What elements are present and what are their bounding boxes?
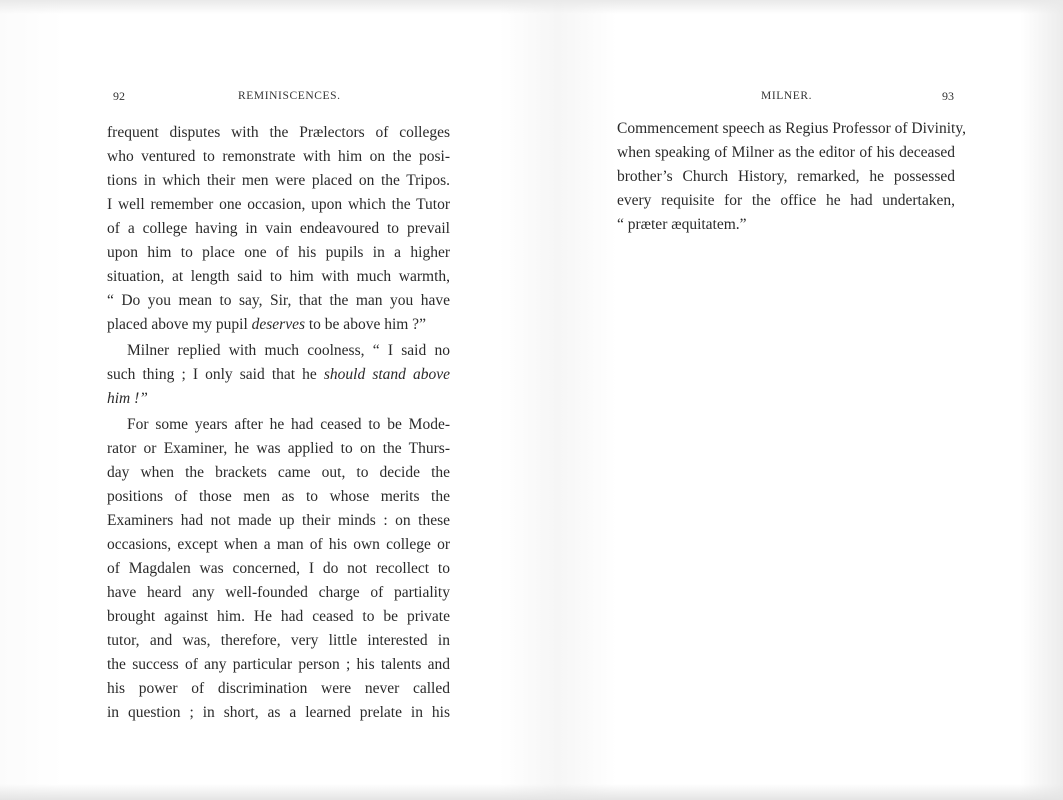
text-line: I well remember one occasion, upon which the Tutor [107,196,450,213]
text-line: upon him to place one of his pupils in a higher [107,244,450,261]
text-line: of Magdalen was concerned, I do not recollect to [107,560,450,577]
text-line: brother’s Church History, remarked, he possessed [617,168,955,185]
text-line: rator or Examiner, he was applied to on the Thurs- [107,440,450,457]
text-line: have heard any well-founded charge of partiality [107,584,450,601]
text-line: who ventured to remonstrate with him on the posi- [107,148,450,165]
italic-run: deserves [251,316,305,333]
text-line: Commencement speech as Regius Professor of Divinity, [617,120,966,137]
text-line: tions in which their men were placed on the Tripos. [107,172,450,189]
text-line: frequent disputes with the Prælectors of colleges [107,124,450,141]
right-page [532,0,1063,800]
text-line: day when the brackets came out, to decide the [107,464,450,481]
text-line: For some years after he had ceased to be Mode- [127,416,450,433]
text-line: “ præter æquitatem.” [617,216,747,233]
text-line: brought against him. He had ceased to be private [107,608,450,625]
text-line: the success of any particular person ; his talents and [107,656,450,673]
text-run: placed above my pupil [107,316,248,333]
scan-edge-bottom [0,784,1063,800]
page-number: 92 [113,89,125,103]
text-run: to be above him ?” [308,316,426,333]
text-run: such thing ; I only said that he [107,366,317,383]
text-line: in question ; in short, as a learned prelate in his [107,704,450,721]
text-line: when speaking of Milner as the editor of his deceased [617,144,955,161]
text-line: situation, at length said to him with much warmth, [107,268,450,285]
text-line: positions of those men as to whose merits the [107,488,450,505]
text-line: his power of discrimination were never called [107,680,450,697]
text-line: occasions, except when a man of his own college or [107,536,450,553]
running-head: REMINISCENCES. [238,90,341,102]
italic-run: him !” [107,390,148,407]
text-line [107,387,450,411]
text-line [107,363,450,387]
text-line: of a college having in vain endeavoured to prevail [107,220,450,237]
italic-run: should stand above [323,366,451,383]
text-line [107,313,450,337]
text-line: “ Do you mean to say, Sir, that the man you have [107,292,450,309]
page-number: 93 [942,89,954,103]
text-line: Examiners had not made up their minds : on these [107,512,450,529]
text-line: Milner replied with much coolness, “ I said no [127,342,450,359]
left-page [0,0,531,800]
text-line: every requisite for the office he had undertaken, [617,192,955,209]
text-line: tutor, and was, therefore, very little interested in [107,632,450,649]
running-head: MILNER. [761,90,813,102]
